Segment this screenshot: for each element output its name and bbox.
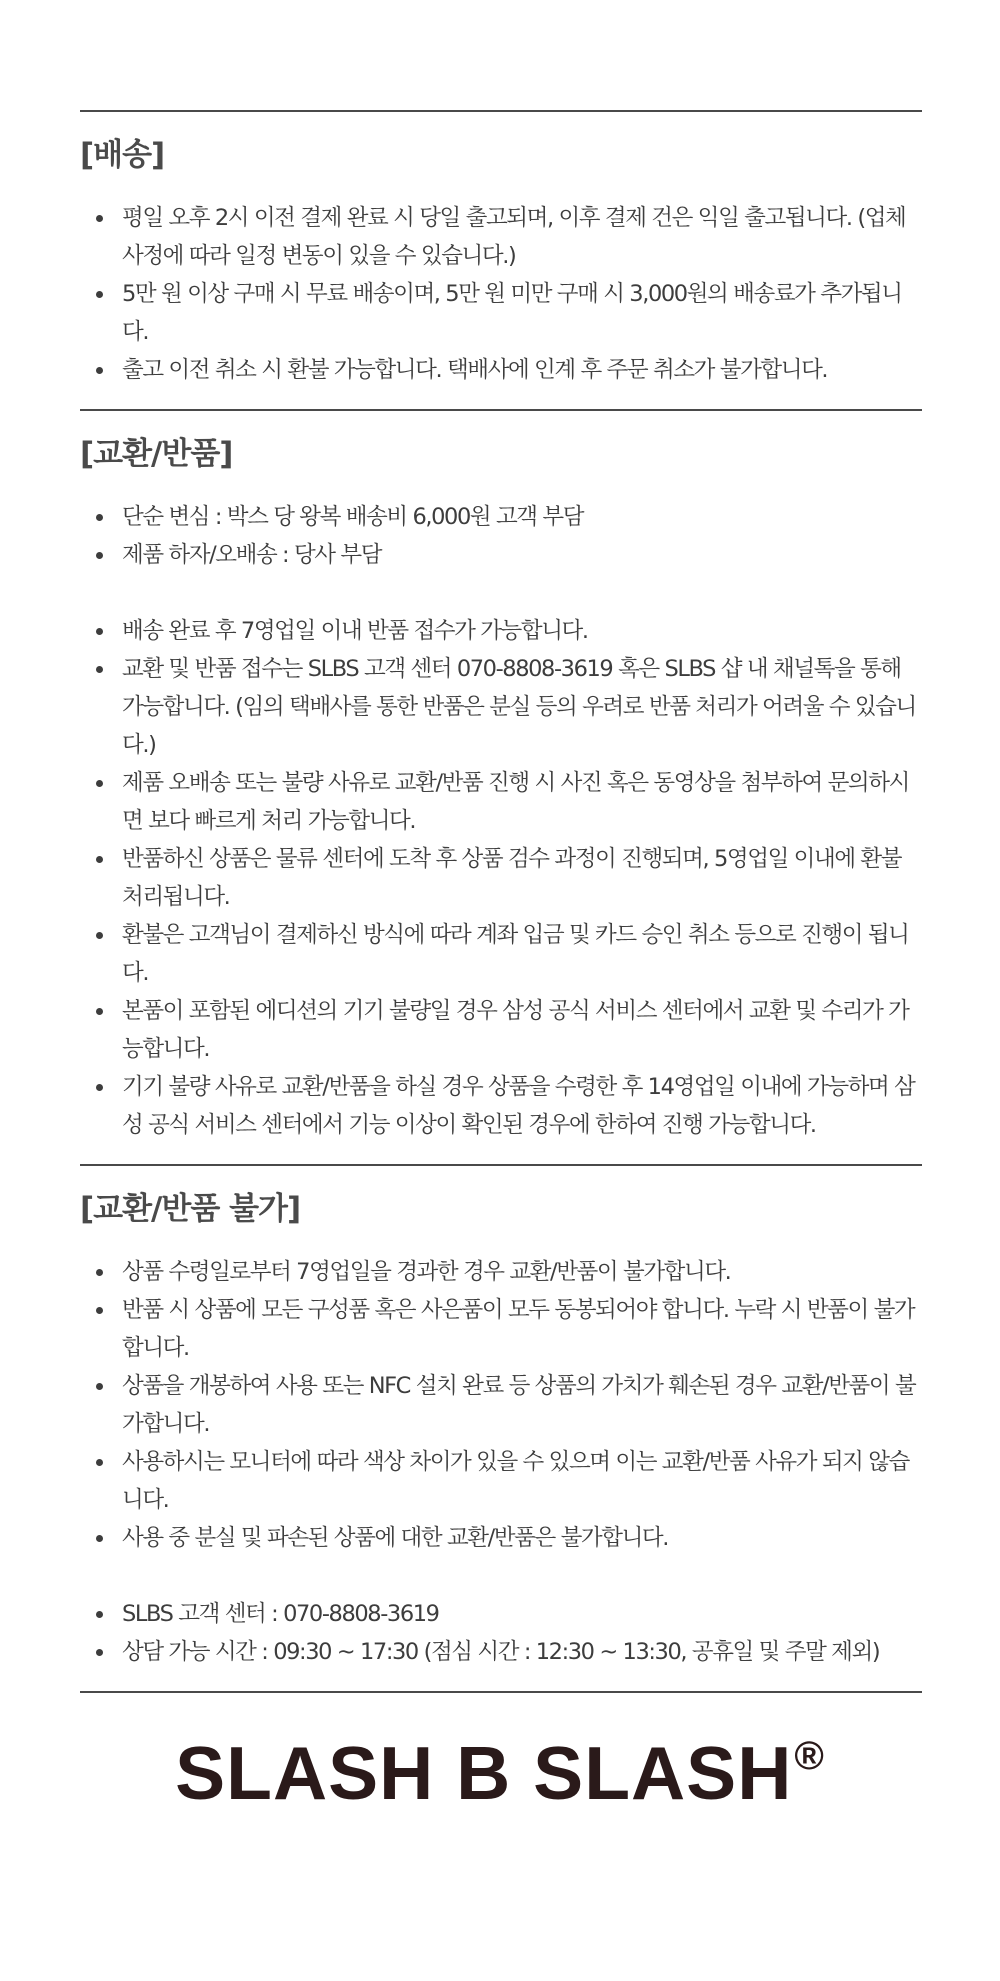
list-item: 상품 수령일로부터 7영업일을 경과한 경우 교환/반품이 불가합니다.	[80, 1253, 922, 1291]
delivery-section	[80, 112, 922, 409]
list-item: 상품을 개봉하여 사용 또는 NFC 설치 완료 등 상품의 가치가 훼손된 경우 교환/반품이 불가합니다.	[80, 1367, 922, 1443]
policy-content	[80, 110, 922, 1693]
exchange-section	[80, 411, 922, 1164]
list-item: 제품 오배송 또는 불량 사유로 교환/반품 진행 시 사진 혹은 동영상을 첨부하여 문의하시면 보다 빠르게 처리 가능합니다.	[80, 764, 922, 840]
contact-list	[80, 1595, 922, 1671]
brand-logo	[0, 1731, 1000, 1815]
spacer	[80, 1557, 922, 1595]
exchange-fee-list	[80, 498, 922, 574]
delivery-list	[80, 199, 922, 389]
logo-text: SLASH B SLASH	[175, 1731, 793, 1815]
delivery-title: [배송]	[80, 137, 165, 173]
exchange-list	[80, 612, 922, 1144]
list-item: 반품 시 상품에 모든 구성품 혹은 사은품이 모두 동봉되어야 합니다. 누락 시 반품이 불가합니다.	[80, 1291, 922, 1367]
list-item: 배송 완료 후 7영업일 이내 반품 접수가 가능합니다.	[80, 612, 922, 650]
list-item: 환불은 고객님이 결제하신 방식에 따라 계좌 입금 및 카드 승인 취소 등으로 진행이 됩니다.	[80, 916, 922, 992]
list-item: 5만 원 이상 구매 시 무료 배송이며, 5만 원 미만 구매 시 3,000원의 배송료가 추가됩니다.	[80, 275, 922, 351]
divider	[80, 1691, 922, 1693]
list-item: 본품이 포함된 에디션의 기기 불량일 경우 삼성 공식 서비스 센터에서 교환 및 수리가 가능합니다.	[80, 992, 922, 1068]
list-item: 제품 하자/오배송 : 당사 부담	[80, 536, 922, 574]
customer-center-phone: SLBS 고객 센터 : 070-8808-3619	[80, 1595, 922, 1633]
no-exchange-list	[80, 1253, 922, 1557]
list-item: 출고 이전 취소 시 환불 가능합니다. 택배사에 인계 후 주문 취소가 불가합니다.	[80, 351, 922, 389]
list-item: 평일 오후 2시 이전 결제 완료 시 당일 출고되며, 이후 결제 건은 익일 출고됩니다. (업체 사정에 따라 일정 변동이 있을 수 있습니다.)	[80, 199, 922, 275]
no-exchange-title: [교환/반품 불가]	[80, 1191, 301, 1227]
exchange-title: [교환/반품]	[80, 436, 233, 472]
no-exchange-section	[80, 1166, 922, 1691]
list-item: 반품하신 상품은 물류 센터에 도착 후 상품 검수 과정이 진행되며, 5영업일 이내에 환불 처리됩니다.	[80, 840, 922, 916]
list-item: 기기 불량 사유로 교환/반품을 하실 경우 상품을 수령한 후 14영업일 이내에 가능하며 삼성 공식 서비스 센터에서 기능 이상이 확인된 경우에 한하여 진행 가능합니다.	[80, 1068, 922, 1144]
logo-wordmark	[175, 1731, 825, 1815]
consultation-hours: 상담 가능 시간 : 09:30 ~ 17:30 (점심 시간 : 12:30 ~ 13:30, 공휴일 및 주말 제외)	[80, 1633, 922, 1671]
list-item: 단순 변심 : 박스 당 왕복 배송비 6,000원 고객 부담	[80, 498, 922, 536]
spacer	[80, 574, 922, 612]
list-item: 사용 중 분실 및 파손된 상품에 대한 교환/반품은 불가합니다.	[80, 1519, 922, 1557]
list-item: 교환 및 반품 접수는 SLBS 고객 센터 070-8808-3619 혹은 SLBS 샵 내 채널톡을 통해 가능합니다. (임의 택배사를 통한 반품은 분실 등의 우려로 반품 처리가 어려울 수 있습니다.)	[80, 650, 922, 764]
registered-mark-icon: ®	[794, 1734, 825, 1778]
list-item: 사용하시는 모니터에 따라 색상 차이가 있을 수 있으며 이는 교환/반품 사유가 되지 않습니다.	[80, 1443, 922, 1519]
